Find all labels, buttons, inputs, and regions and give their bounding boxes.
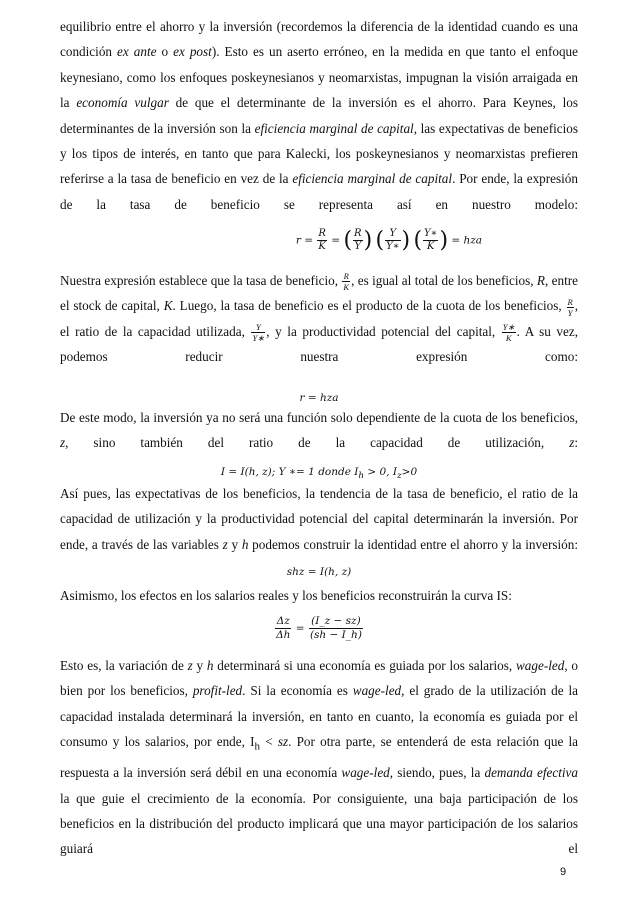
text-run: y xyxy=(192,658,207,673)
text-run: , entre el stock de capital, xyxy=(60,273,579,314)
text-run: , siendo, pues, la xyxy=(389,765,485,781)
fraction xyxy=(353,228,363,253)
fraction xyxy=(317,228,327,253)
italic-run: z xyxy=(60,435,66,451)
italic-run: z xyxy=(187,658,193,673)
italic-run: h xyxy=(206,658,214,673)
numerator: R xyxy=(343,271,349,282)
text-run: . A su vez, podemos reducir nuestra expresión como: xyxy=(60,323,579,365)
eq-term: = hza xyxy=(451,234,483,247)
italic-run: h xyxy=(241,536,249,552)
inline-fraction xyxy=(342,271,350,292)
subscript: h xyxy=(254,740,260,753)
fraction xyxy=(385,228,400,253)
paragraph-1 xyxy=(60,14,578,243)
numerator: Y xyxy=(251,322,265,333)
numerator: Y∗ xyxy=(502,322,515,333)
page-number: 9 xyxy=(560,866,567,878)
italic-run: eficiencia marginal de capital xyxy=(292,171,453,187)
subscript: h xyxy=(358,471,365,482)
text-run: Asimismo, los efectos en los salarios reales y los beneficios reconstruirán la curva IS: xyxy=(60,588,512,603)
italic-run: z xyxy=(569,435,575,451)
denominator: Y xyxy=(567,307,573,318)
equation-identity xyxy=(60,566,578,578)
text-run: , el ratio de la capacidad utilizada, xyxy=(60,298,578,339)
eq-term: I = I(h, z); Y ∗= 1 donde I xyxy=(220,466,359,478)
subscript: z xyxy=(397,471,402,482)
eq-term: r = hza xyxy=(299,392,339,404)
italic-run: wage-led xyxy=(352,683,402,699)
text-run: , y la productividad potencial del capital, xyxy=(266,323,501,339)
text-run: , las expectativas de beneficios y los tipos de interés, en tanto que para Kalecki, los poskeynesianos y neomarxistas prefieren referirse a la tasa de beneficio en vez de la xyxy=(60,120,578,187)
eq-term: shz = I(h, z) xyxy=(286,566,352,578)
italic-run: R xyxy=(536,273,545,288)
text-run: Esto es, la variación de xyxy=(60,658,188,673)
inline-fraction xyxy=(567,297,574,318)
text-run: . Por otra parte, se entenderá de esta relación que la respuesta a la inversión será débil en una economía xyxy=(60,734,579,781)
text-run: determinará si una economía es guiada por los salarios, xyxy=(213,658,516,673)
eq-term: r = xyxy=(295,234,314,247)
denominator: Y∗ xyxy=(252,333,265,344)
numerator: Y∗ xyxy=(424,228,438,239)
italic-run: K xyxy=(163,298,173,314)
italic-run: eficiencia marginal de capital xyxy=(254,120,414,136)
fraction xyxy=(275,615,291,642)
eq-term: >0 xyxy=(401,466,418,478)
numerator: Δz xyxy=(276,615,290,627)
numerator: R xyxy=(318,228,326,239)
text-run: De este modo, la inversión ya no será una función solo dependiente de la cuota de los beneficios, xyxy=(60,410,578,425)
equation-investment-function xyxy=(60,466,578,481)
denominator: Y xyxy=(354,241,362,252)
denominator: K xyxy=(505,333,512,344)
text-run: de que el determinante de la inversión es el ahorro. Para Keynes, los determinantes de la inversión son la xyxy=(60,95,578,136)
italic-run: sz xyxy=(277,734,289,750)
italic-run: wage-led xyxy=(341,765,390,781)
equation-rate-of-profit: r = $\frac{R}{K}$ = ( $\frac{R}{Y}$ ) ( $\frac{Y}{Y∗}$ ) ( $\frac{Y∗}{K}$ ) = hza xyxy=(295,228,483,253)
text-run: , es igual al total de los beneficios, xyxy=(351,273,537,288)
numerator: R xyxy=(354,228,362,239)
text-run: , sino también del ratio de la capacidad de utilización, xyxy=(65,435,570,451)
numerator: (I_z − sz) xyxy=(309,615,363,629)
text-run: y xyxy=(227,536,242,552)
italic-run: demanda efectiva xyxy=(484,765,578,781)
italic-run: z xyxy=(222,536,228,552)
eq-term: = xyxy=(331,234,341,247)
text-run: . Por ende, la expresión de la tasa de beneficio se representa así en nuestro modelo: xyxy=(60,171,578,212)
numerator: Y xyxy=(385,228,400,241)
denominator: (sh − I_h) xyxy=(309,629,362,641)
denominator: K xyxy=(318,241,326,252)
fraction xyxy=(309,615,363,642)
equation-reduced xyxy=(60,392,578,404)
text-run: Así pues, las expectativas de los beneficios, la tendencia de la tasa de beneficio, el ratio de la capacidad de utilización y la productividad potencial del capital determinarán la inversión. Por ende, a través de las variables xyxy=(60,486,578,552)
text-run: < xyxy=(260,734,278,750)
paragraph-6 xyxy=(60,653,578,887)
text-run: o xyxy=(156,44,174,60)
text-run: . Luego, la tasa de beneficio es el producto de la cuota de los beneficios, xyxy=(172,298,566,314)
eq-term: > 0, I xyxy=(364,466,398,478)
text-run: la que guie el crecimiento de la economía. Por consiguiente, una baja participación de los beneficios en la distribución del producto implicará que una mayor participación de los salarios guiará el xyxy=(60,790,578,857)
denominator: Y∗ xyxy=(386,241,400,252)
text-run: Nuestra expresión establece que la tasa de beneficio, xyxy=(60,273,342,288)
text-run: , o bien por los beneficios, xyxy=(60,658,578,699)
italic-run: profit-led xyxy=(192,683,243,699)
fraction xyxy=(423,228,438,253)
paragraph-5 xyxy=(60,583,578,608)
text-run: . Si la economía es xyxy=(242,683,353,699)
denominator: Δh xyxy=(276,629,291,641)
inline-fraction xyxy=(502,322,516,343)
denominator: K xyxy=(426,241,435,252)
italic-run: ex ante xyxy=(117,44,157,60)
text-run: : xyxy=(574,435,578,451)
text-run: equilibrio entre el ahorro y la inversión (recordemos la diferencia de la identidad cuando es una condición xyxy=(60,19,578,60)
denominator: K xyxy=(343,282,350,293)
italic-run: wage-led xyxy=(515,658,565,673)
eq-term: = xyxy=(295,622,305,635)
italic-run: ex post xyxy=(173,44,212,60)
equation-is-curve xyxy=(60,615,578,642)
inline-fraction xyxy=(251,322,265,343)
numerator: R xyxy=(567,296,573,307)
text-run: ). Esto es un aserto erróneo, en la medida en que tanto el enfoque keynesiano, como los enfoques poskeynesianos y neomarxistas, impugnan la visión arraigada en la xyxy=(60,44,578,111)
text-run: , el grado de la utilización de la capacidad instalada determinará la inversión, en tanto en cuanto, la economía es guiada por el consumo y los salarios, por ende, I xyxy=(60,683,578,750)
paragraph-2 xyxy=(60,268,578,395)
text-run: podemos construir la identidad entre el ahorro y la inversión: xyxy=(248,536,579,552)
italic-run: economía vulgar xyxy=(76,95,169,111)
